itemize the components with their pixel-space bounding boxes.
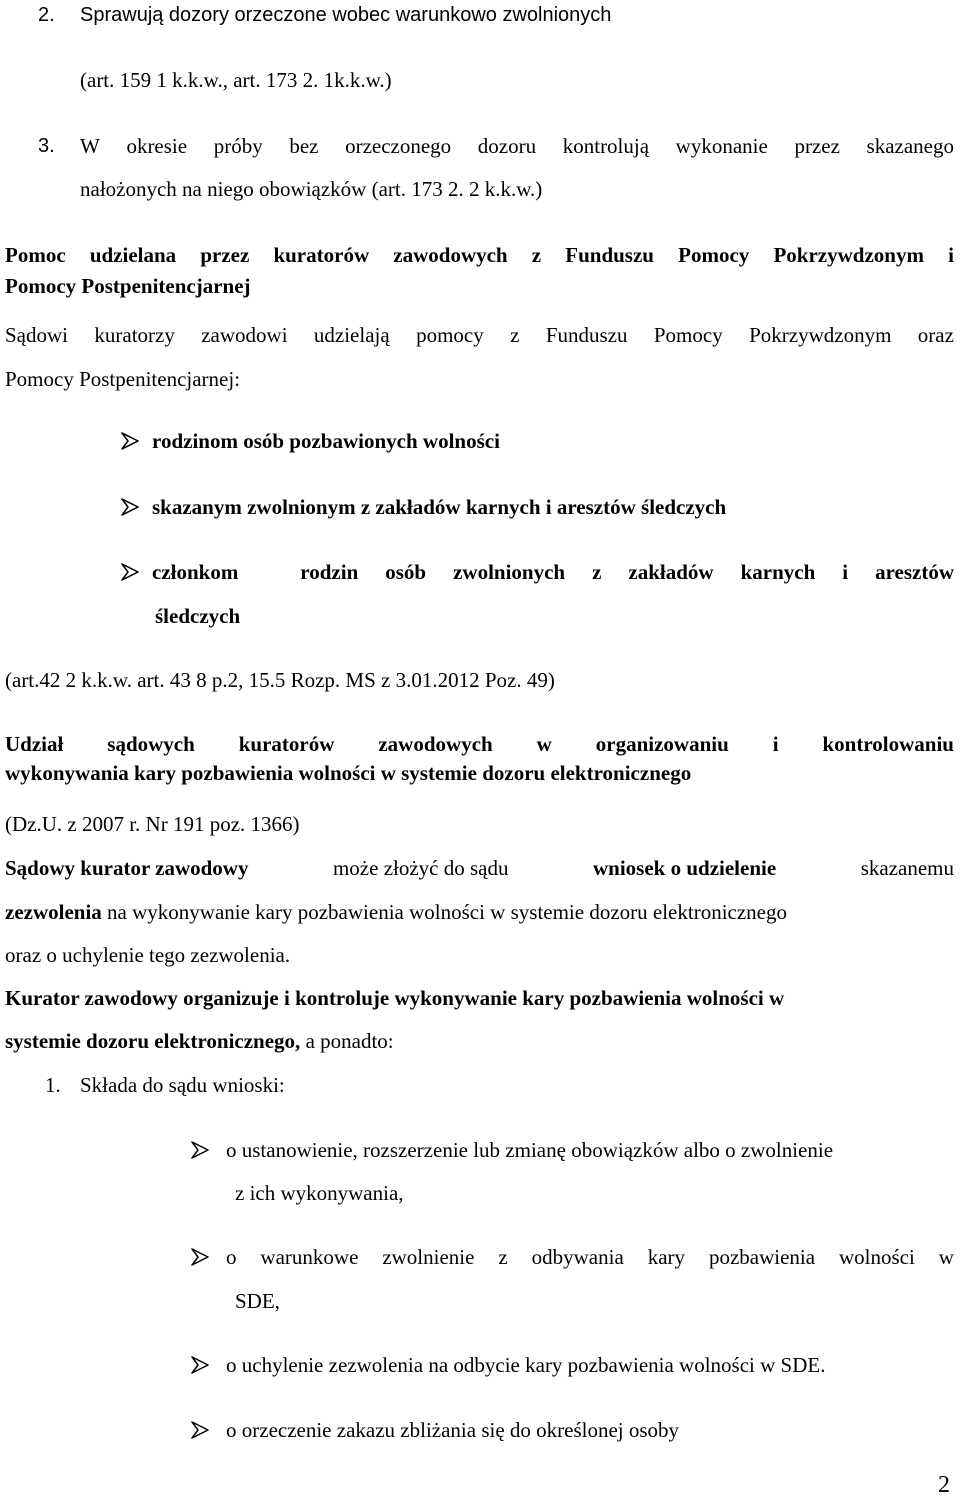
bullet-text: członkom rodzin osób zwolnionych z zakładów karnych i aresztów — [152, 560, 954, 584]
bullet-text: skazanym zwolnionym z zakładów karnych i aresztów śledczych — [152, 495, 727, 519]
legal-reference: (Dz.U. z 2007 r. Nr 191 poz. 1366) — [5, 812, 300, 836]
bullet-text-continuation: SDE, — [235, 1289, 280, 1313]
paragraph-continuation: zezwolenia na wykonywanie kary pozbawienia wolności w systemie dozoru elektronicznego — [5, 900, 788, 924]
list-number: 1. — [45, 1073, 61, 1097]
section-heading-continuation: wykonywania kary pozbawienia wolności w systemie dozoru elektronicznego — [5, 761, 692, 785]
section-heading: Pomoc udzielana przez kuratorów zawodowych z Funduszu Pomocy Pokrzywdzonym i — [5, 243, 954, 267]
paragraph-continuation: oraz o uchylenie tego zezwolenia. — [5, 943, 291, 967]
legal-reference: (art.42 2 k.k.w. art. 43 8 p.2, 15.5 Rozp. MS z 3.01.2012 Poz. 49) — [5, 668, 555, 692]
section-heading-continuation: Pomocy Postpenitencjarnej — [5, 274, 251, 298]
bullet-text: o uchylenie zezwolenia na odbycie kary pozbawienia wolności w SDE. — [226, 1353, 826, 1377]
list-number: 2. — [38, 4, 55, 26]
arrowhead-bullet-icon — [120, 497, 140, 517]
arrowhead-bullet-icon — [120, 431, 140, 451]
bullet-text: o warunkowe zwolnienie z odbywania kary pozbawienia wolności w — [226, 1245, 954, 1269]
paragraph: Sądowi kuratorzy zawodowi udzielają pomocy z Funduszu Pomocy Pokrzywdzonym oraz — [5, 323, 954, 347]
paragraph: Sądowy kurator zawodowy może złożyć do sądu wniosek o udzielenie skazanemu — [5, 856, 954, 880]
list-item-continuation: (art. 159 1 k.k.w., art. 173 2. 1k.k.w.) — [80, 68, 392, 92]
bullet-text: o orzeczenie zakazu zbliżania się do określonej osoby — [226, 1418, 680, 1442]
list-item-text: Sprawują dozory orzeczone wobec warunkowo zwolnionych — [80, 4, 612, 26]
bullet-text-continuation: z ich wykonywania, — [235, 1181, 404, 1205]
section-heading: Udział sądowych kuratorów zawodowych w organizowaniu i kontrolowaniu — [5, 732, 954, 756]
page-number: 2 — [938, 1472, 950, 1498]
arrowhead-bullet-icon — [190, 1420, 210, 1440]
list-item-text: Składa do sądu wnioski: — [80, 1073, 285, 1097]
arrowhead-bullet-icon — [190, 1355, 210, 1375]
paragraph-continuation: systemie dozoru elektronicznego, a ponadto: — [5, 1029, 394, 1053]
bullet-text: o ustanowienie, rozszerzenie lub zmianę obowiązków albo o zwolnienie — [226, 1138, 834, 1162]
paragraph-continuation: Pomocy Postpenitencjarnej: — [5, 367, 241, 391]
list-number: 3. — [38, 135, 55, 157]
paragraph-bold: Kurator zawodowy organizuje i kontroluje wykonywanie kary pozbawienia wolności w — [5, 986, 785, 1010]
list-item-text: W okresie próby bez orzeczonego dozoru kontrolują wykonanie przez skazanego — [80, 134, 954, 158]
arrowhead-bullet-icon — [190, 1247, 210, 1267]
arrowhead-bullet-icon — [190, 1140, 210, 1160]
list-item-continuation: nałożonych na niego obowiązków (art. 173 2. 2 k.k.w.) — [80, 177, 543, 201]
bullet-text-continuation: śledczych — [155, 604, 241, 628]
bullet-text: rodzinom osób pozbawionych wolności — [152, 429, 500, 453]
arrowhead-bullet-icon — [120, 562, 140, 582]
